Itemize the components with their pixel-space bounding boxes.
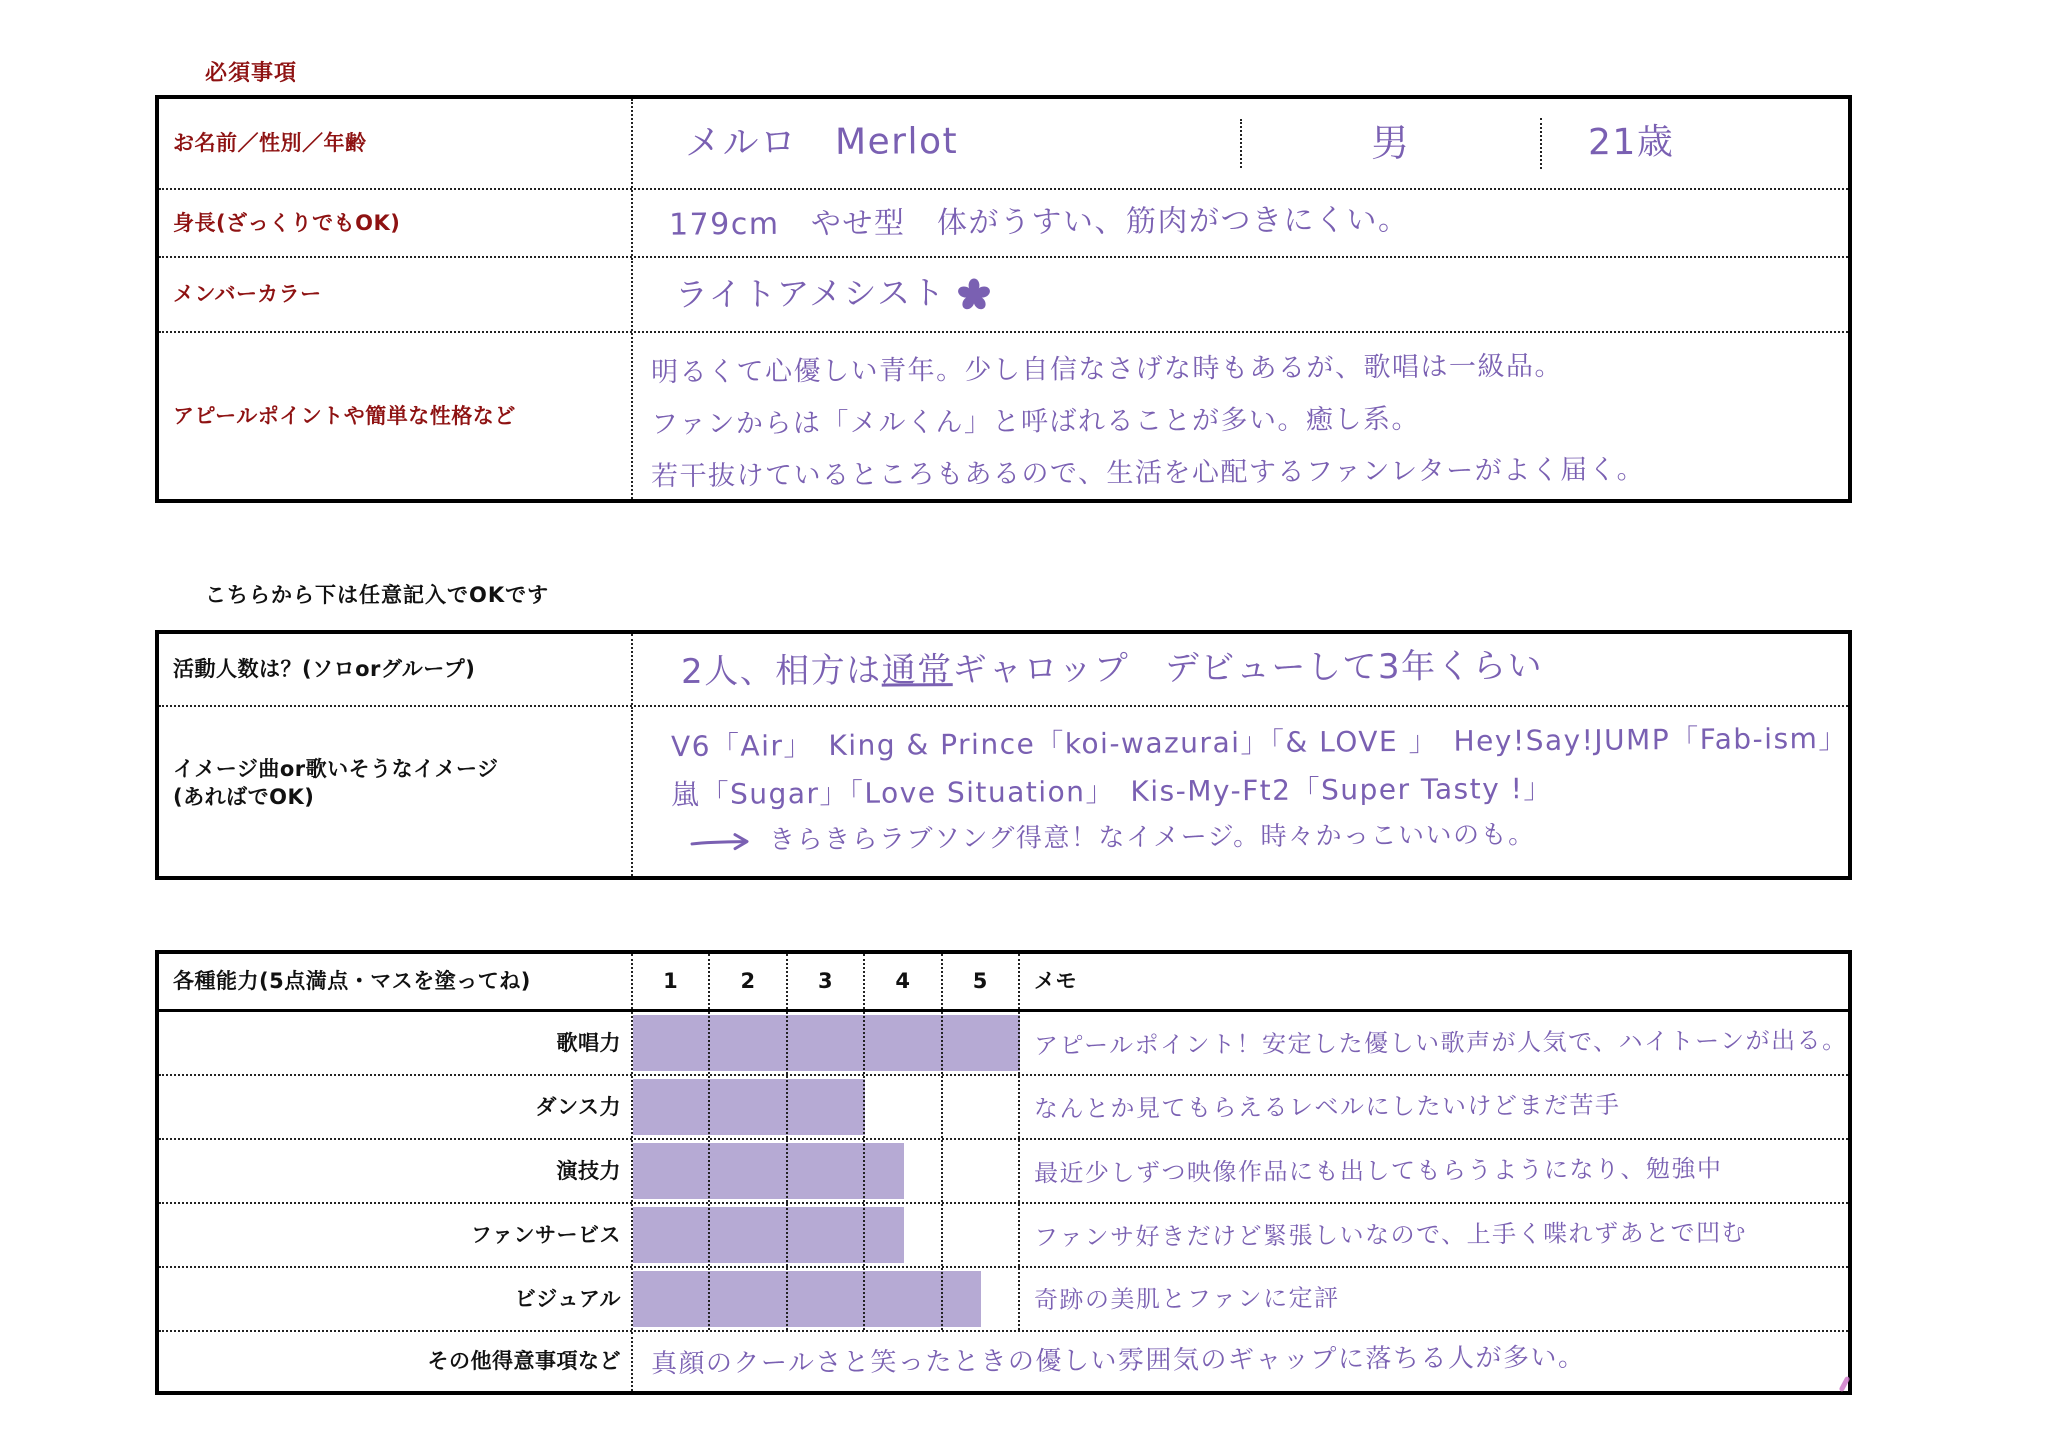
memo-header-label: メモ [1034, 969, 1077, 994]
score-col-2: 2 [710, 954, 787, 1009]
score-strip [633, 1268, 1020, 1330]
memo-cell [1020, 1268, 1848, 1330]
table-row [159, 707, 1848, 876]
song-line-1: V6「Air」 King & Prince「koi-wazurai」「& LOVE 」 Hey!Say!JUMP「Fab-ism」 [670, 721, 1848, 764]
required-section-heading: 必須事項 [205, 61, 298, 86]
score-strip [633, 1140, 1020, 1202]
score-strip [633, 1012, 1020, 1074]
name-gender-age-label: お名前／性別／年齢 [173, 131, 367, 156]
row-content [633, 634, 1848, 705]
age-cell [1542, 119, 1848, 168]
memo-cell [1020, 1140, 1848, 1202]
underlined-word: 通常 [881, 649, 953, 691]
skill-memo: 最近少しずつ映像作品にも出してもらうようになり、勉強中 [1033, 1154, 1723, 1188]
age-value: 21歳 [1587, 121, 1675, 164]
row-content [633, 190, 1848, 256]
memo-header-cell [1020, 954, 1848, 1009]
row-label-cell [159, 1332, 633, 1391]
height-value: 179cm やせ型 体がうすい、筋肉がつきにくい。 [668, 202, 1410, 243]
skill-label: ダンス力 [535, 1094, 621, 1119]
gender-cell [1242, 118, 1542, 169]
skill-memo: 奇跡の美肌とファンに定評 [1033, 1283, 1340, 1314]
table-row [159, 99, 1848, 190]
row-label-cell [159, 190, 633, 256]
other-strengths-memo-cell [633, 1332, 1848, 1391]
flower-icon [956, 277, 992, 313]
table-row [159, 333, 1848, 499]
long-right-arrow-icon [689, 831, 755, 851]
skill-row [159, 1076, 1848, 1140]
memo-cell [1020, 1076, 1848, 1138]
memo-cell [1020, 1204, 1848, 1266]
member-color-label: メンバーカラー [173, 282, 322, 307]
row-label-cell [159, 99, 633, 188]
skill-label: ビジュアル [514, 1286, 621, 1311]
skills-table [155, 950, 1852, 1395]
appeal-label: アピールポイントや簡単な性格など [173, 403, 516, 428]
skill-row [159, 1204, 1848, 1268]
score-strip [633, 1204, 1020, 1266]
memo-cell [1020, 1012, 1848, 1074]
image-song-label-line2: (あればでOK) [173, 785, 315, 810]
group-size-value: 2人、相方は通常ギャロップ デビューして3年くらい [680, 645, 1544, 692]
row-label-cell [159, 1268, 633, 1330]
row-label-cell [159, 1140, 633, 1202]
appeal-line-1: 明るくて心優しい青年。少し自信なさげな時もあるが、歌唱は一級品。 [650, 350, 1564, 389]
skill-memo: アピールポイント！安定した優しい歌声が人気で、ハイトーンが出る。 [1033, 1025, 1848, 1060]
skill-memo: なんとか見てもらえるレベルにしたいけどまだ苦手 [1033, 1090, 1621, 1123]
table-row [159, 258, 1848, 333]
gender-value: 男 [1371, 120, 1411, 165]
row-content [633, 707, 1848, 876]
score-col-1: 1 [633, 954, 710, 1009]
song-line-2: 嵐「Sugar」「Love Situation」 Kis-My-Ft2「Super Tasty !」 [670, 771, 1553, 812]
row-content [633, 333, 1848, 499]
other-strengths-label: その他得意事項など [427, 1349, 621, 1374]
skills-header-label: 各種能力(5点満点・マスを塗ってね) [173, 969, 531, 994]
member-color-value: ライトアメシスト [674, 273, 947, 315]
score-col-5: 5 [943, 954, 1020, 1009]
row-label-cell [159, 634, 633, 705]
row-label-cell [159, 707, 633, 876]
skill-row [159, 1140, 1848, 1204]
other-strengths-row [159, 1332, 1848, 1391]
table-row [159, 190, 1848, 258]
row-label-cell [159, 1204, 633, 1266]
row-content [633, 258, 1848, 331]
other-strengths-memo: 真顔のクールさと笑ったときの優しい雰囲気のギャップに落ちる人が多い。 [650, 1342, 1586, 1380]
skill-label: 演技力 [556, 1158, 621, 1183]
score-strip [633, 1076, 1020, 1138]
score-col-4: 4 [865, 954, 942, 1009]
table-row [159, 634, 1848, 707]
row-label-cell [159, 1012, 633, 1074]
name-cell [633, 119, 1242, 168]
height-label: 身長(ざっくりでもOK) [173, 210, 401, 235]
group-size-label: 活動人数は？(ソロorグループ) [173, 657, 476, 682]
skill-memo: ファンサ好きだけど緊張しいなので、上手く喋れずあとで凹む [1033, 1218, 1748, 1252]
skill-row [159, 1268, 1848, 1332]
score-columns [633, 954, 1020, 1009]
activity-table [155, 630, 1852, 880]
row-label-cell [159, 1076, 633, 1138]
image-song-label-line1: イメージ曲or歌いそうなイメージ [173, 757, 499, 781]
row-label-cell [159, 258, 633, 331]
appeal-line-3: 若干抜けているところもあるので、生活を心配するファンレターがよく届く。 [650, 454, 1646, 493]
row-label-cell [159, 333, 633, 499]
skill-label: ファンサービス [470, 1222, 621, 1247]
skill-label: 歌唱力 [556, 1030, 621, 1055]
profile-table [155, 95, 1852, 503]
row-content [633, 99, 1848, 188]
skill-row [159, 1012, 1848, 1076]
song-summary-line: きらきらラブソング得意！なイメージ。時々かっこいいのも。 [671, 811, 1840, 863]
name-value: メルロ Merlot [684, 121, 959, 165]
skills-header-row [159, 954, 1848, 1012]
optional-section-note: こちらから下は任意記入でOKです [205, 583, 550, 607]
score-col-3: 3 [788, 954, 865, 1009]
row-label-cell [159, 954, 633, 1009]
appeal-line-2: ファンからは「メルくん」と呼ばれることが多い。癒し系。 [650, 403, 1421, 441]
